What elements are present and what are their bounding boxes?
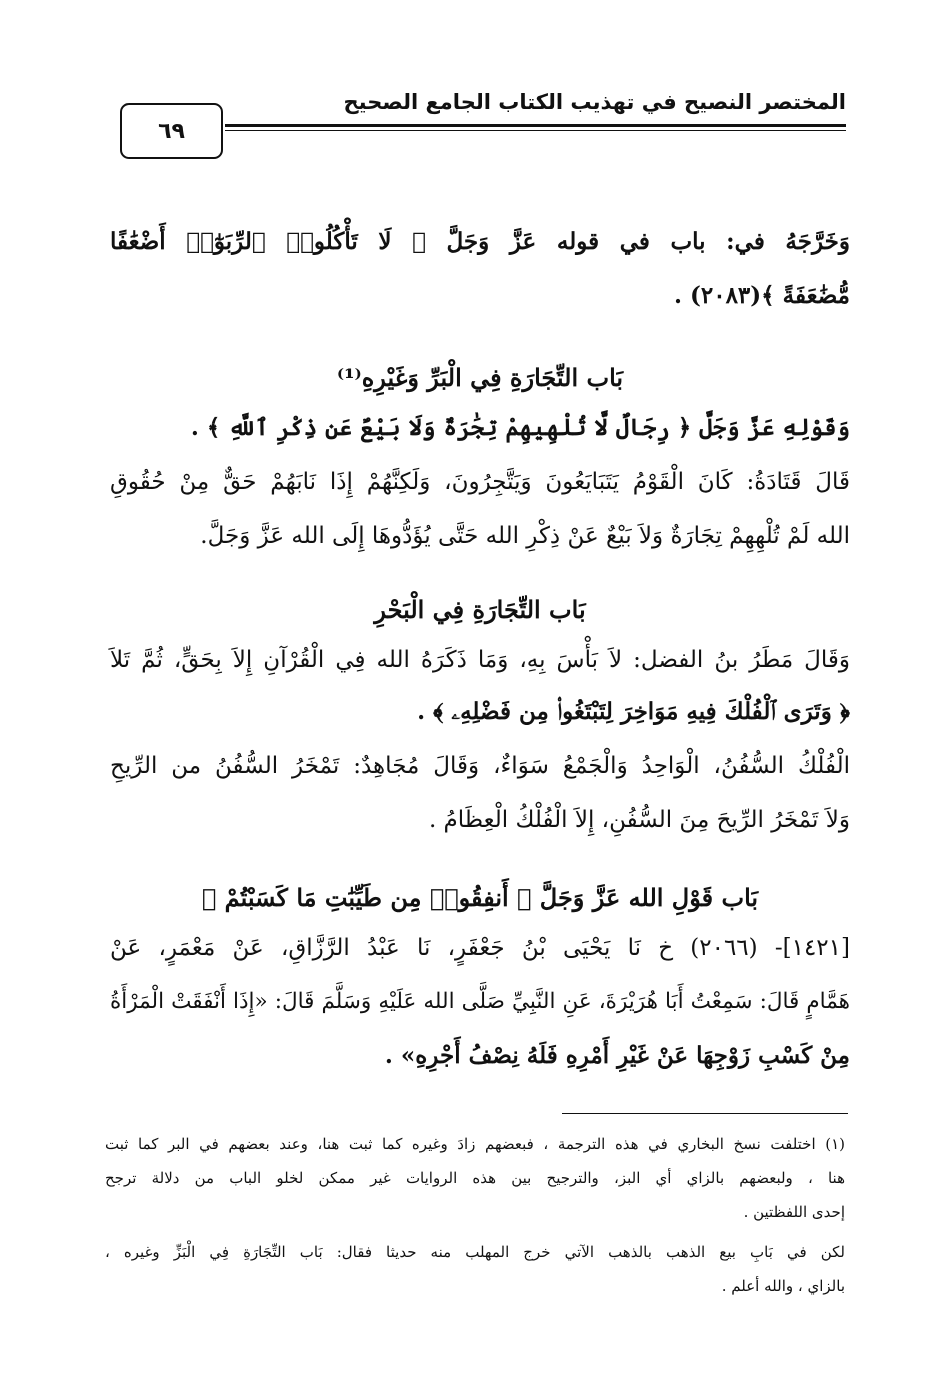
paragraph-line: وَلاَ تَمْخَرُ الرِّيحَ مِنَ السُّفُنِ، إِلاَ الْفُلْكُ الْعِظَامُ .	[428, 807, 850, 833]
hadith-line: مِنْ كَسْبِ زَوْجِهَا عَنْ غَيْرِ أَمْرِهِ فَلَهُ نِصْفُ أَجْرِهِ» .	[384, 1042, 850, 1069]
paragraph-line: قَالَ قَتَادَةُ: كَانَ الْقَوْمُ يَتَبَايَعُونَ وَيَتَّجِرُونَ، وَلَكِنَّهُمْ إِذَا نَابَهُمْ حَقٌّ مِنْ حُقُوقِ	[110, 469, 850, 495]
page-number-text: ٦٩	[158, 118, 185, 144]
section-heading: بَاب التِّجَارَةِ فِي الْبَرِّ وَغَيْرِهِ⁽¹⁾	[336, 363, 624, 392]
section-heading: بَاب قَوْلِ الله عَزَّ وَجَلَّ ﴿ أَنفِقُوا۟ مِن طَيِّبَٰتِ مَا كَسَبْتُمْ ﴾	[201, 883, 759, 912]
footnote-rule	[562, 1113, 848, 1114]
running-title: المختصر النصيح في تهذيب الكتاب الجامع الصحيح	[343, 90, 846, 114]
paragraph-line: ﴿ وَتَرَى ٱلْفُلْكَ فِيهِ مَوَاخِرَ لِتَبْتَغُوا۟ مِن فَضْلِهِۦ ﴾ .	[417, 698, 850, 725]
header-rule	[225, 124, 846, 131]
footnote-line: بالزاي ، والله أعلم .	[721, 1277, 845, 1295]
heading-verse: وَقَوْلِهِ عَزَّ وَجَلَّ ﴿ رِجَالٌ لَّا تُلْهِيهِمْ تِجَٰرَةٌ وَلَا بَيْعٌ عَن ذِكْرِ ٱللَّهِ ﴾ .	[190, 414, 850, 441]
paragraph-line: وَقَالَ مَطَرُ بنُ الفضل: لاَ بَأْسَ بِهِ، وَمَا ذَكَرَهُ الله فِي الْقُرْآنِ إِلاَ بِحَقٍّ، ثُمَّ تَلاَ	[110, 647, 851, 673]
hadith-line: [١٤٢١]- (٢٠٦٦) خ نَا يَحْيَى بْنُ جَعْفَرٍ، نَا عَبْدُ الرَّزَّاقِ، عَنْ مَعْمَرٍ، عَنْ	[110, 935, 850, 961]
footnote-line: لكن في بَابِ بيع الذهب بالذهب الآتي خرج المهلب منه حديثا فقال: بَاب التِّجَارَةِ فِي الْبَزِّ وغيره ،	[105, 1243, 845, 1261]
paragraph-line: مُّضَٰعَفَةً ﴾(٢٠٨٣) .	[673, 282, 850, 309]
section-heading: بَاب التِّجَارَةِ فِي الْبَحْرِ	[374, 595, 586, 624]
paragraph-line: وَخَرَّجَهُ في: باب في قوله عَزَّ وَجَلَّ ﴿ لَا تَأْكُلُوا۟ ٱلرِّبَوٰٓا۟ أَضْعَٰفًا	[110, 228, 850, 255]
footnote-line: هنا ، ولبعضهم بالزاي أي البز، والترجيح بين هذه الروايات غير ممكن لخلو الباب من دلالة ترجح	[105, 1169, 845, 1187]
page-number	[120, 103, 223, 159]
hadith-line: هَمَّامٍ قَالَ: سَمِعْتُ أَبَا هُرَيْرَةَ، عَنِ النَّبِيِّ صَلَّى الله عَلَيْهِ وَسَلَّمَ قَالَ: «إِذَا أَنْفَقَتْ الْمَرْأَةُ	[110, 989, 850, 1014]
paragraph-line: الْفُلْكُ السُّفُنُ، الْوَاحِدُ وَالْجَمْعُ سَوَاءٌ، وَقَالَ مُجَاهِدٌ: تَمْخَرُ السُّفُنُ من الرِّيحِ	[110, 753, 850, 779]
paragraph-line: الله لَمْ تُلْهِهِمْ تِجَارَةٌ وَلاَ بَيْعٌ عَنْ ذِكْرِ الله حَتَّى يُؤَدُّوهَا إِلَى الله عَزَّ وَجَلَّ.	[200, 523, 850, 549]
footnote-line: إحدى اللفظتين .	[743, 1203, 845, 1221]
footnote-line: (١) اختلفت نسخ البخاري في هذه الترجمة ، فبعضهم زادَ وغيره كما ثبت هنا، وعند بعضهم في البر كما ثبت	[105, 1135, 845, 1153]
